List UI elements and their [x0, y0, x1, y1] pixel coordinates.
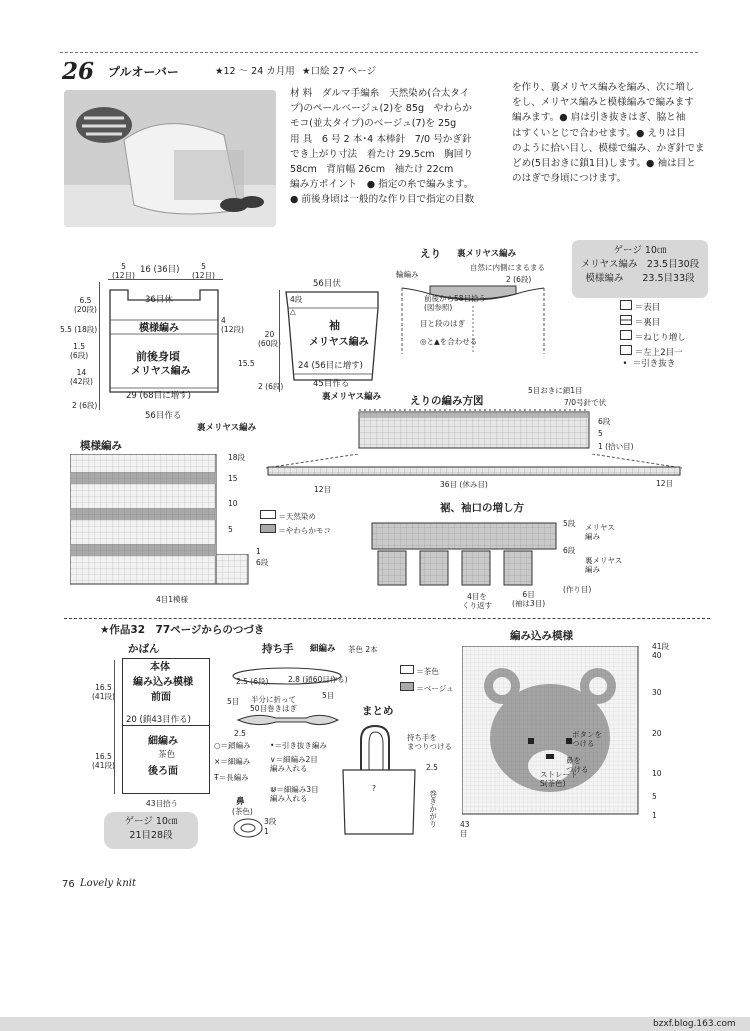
sc-inc-icon: ∨: [270, 755, 276, 764]
footer-bar: [0, 1017, 750, 1031]
gauge-box-pullover: ゲージ 10㎝ メリヤス編み 23.5目30段 模様編み 23.5目33段: [572, 240, 708, 298]
double-crochet-icon: Ŧ: [214, 773, 219, 782]
section2-title: ★作品32 77ページからのつづき: [100, 624, 265, 636]
instructions-left: 材 料 ダルマ手編糸 天然染め(合太タイ プ)のペールベージュ(2)を 85g やわらか モコ(並太タイプ)のベージュ(7)を 25g 用 具 6 号 2 本･4 本棒針 7/0 号かぎ針 でき上がり寸法 着たけ 29.5cm 胸回り 58cm 背肩幅 26cm 袖たけ 22cm 編み方ポイント ● 指定の糸で編みます。 ● 前後身頃は一般的な作り目で指定の目数: [290, 88, 475, 206]
slip-stitch-icon: •: [622, 359, 628, 369]
header-rule: [60, 52, 698, 53]
age-range: ★12 ～ 24 カ月用: [215, 66, 295, 77]
k2tog-icon: [620, 345, 632, 355]
product-photo: [64, 90, 276, 227]
purl-symbol-icon: [620, 315, 632, 325]
section-divider: [64, 618, 710, 619]
project-title: プルオーバー: [108, 65, 179, 79]
source-url: bzxf.blog.163.com: [653, 1019, 736, 1029]
sc-3-inc-icon: ⋓: [270, 785, 277, 794]
twist-increase-icon: [620, 330, 632, 340]
instructions-right: を作り、裏メリヤス編みを編み、次に増し をし、メリヤス編みと模様編みで編みます 編みます。● 肩は引き抜きはぎ、脇と袖 はすくいとじで合わせます。● えりは目 のように拾い目し、模様で編み、かぎ針でま どめ(5目おきに鎖1目)します。● 袖は目と のはぎで身頃につけます。: [512, 82, 705, 185]
chain-stitch-icon: ○: [214, 741, 221, 750]
page-reference: ★口絵 27 ページ: [302, 66, 376, 77]
gauge-box-bag: ゲージ 10㎝ 21目28段: [104, 812, 198, 849]
page-number: 76: [62, 879, 75, 890]
slip-stitch-icon: •: [270, 741, 275, 750]
knit-symbol-icon: [620, 300, 632, 310]
magazine-brand: Lovely knit: [80, 878, 136, 889]
single-crochet-icon: ×: [214, 757, 221, 766]
project-number: 26: [62, 58, 95, 85]
